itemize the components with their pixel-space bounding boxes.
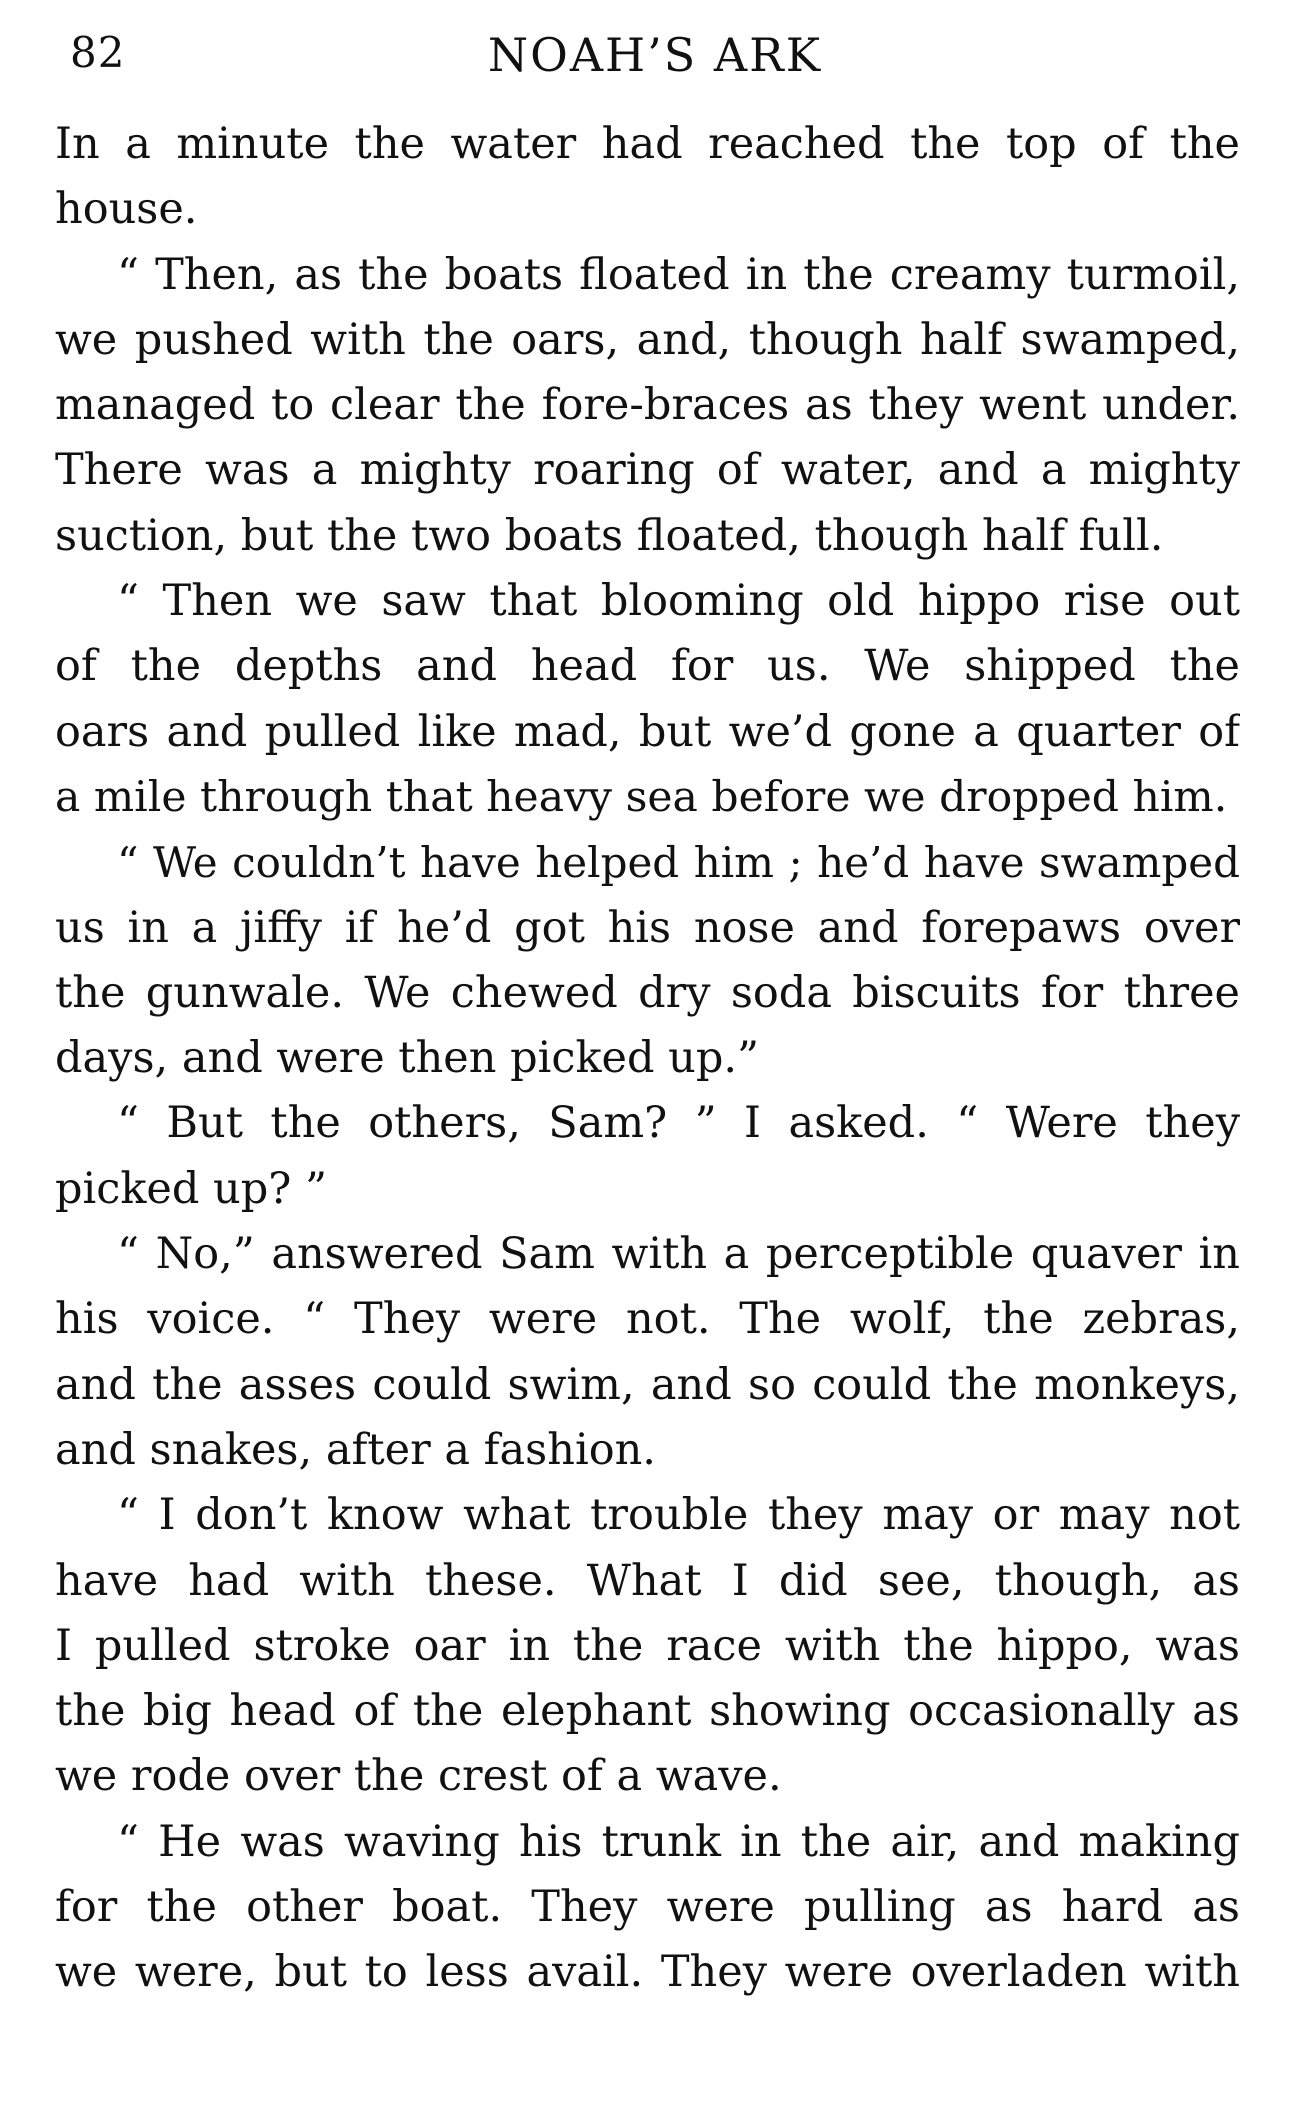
text-line: “ Then we saw that blooming old hippo rise out bbox=[117, 576, 1240, 627]
text-line: days, and were then picked up.” bbox=[55, 1033, 760, 1084]
text-line: us in a jiffy if he’d got his nose and forepaws over bbox=[55, 902, 1240, 953]
text-line: and the asses could swim, and so could the monkeys, bbox=[55, 1359, 1240, 1410]
text-line: “ No,” answered Sam with a perceptible quaver in bbox=[117, 1229, 1240, 1280]
text-line: “ But the others, Sam? ” I asked. “ Were they bbox=[117, 1098, 1240, 1149]
text-line: the big head of the elephant showing occasionally as bbox=[55, 1686, 1240, 1737]
text-line: a mile through that heavy sea before we dropped him. bbox=[55, 772, 1228, 822]
text-line: I pulled stroke oar in the race with the hippo, was bbox=[55, 1620, 1240, 1671]
text-line: and snakes, after a fashion. bbox=[55, 1424, 656, 1475]
text-line: “ Then, as the boats floated in the creamy turmoil, bbox=[117, 249, 1240, 300]
text-line: There was a mighty roaring of water, and a mighty bbox=[55, 445, 1240, 496]
text-line: have had with these. What I did see, though, as bbox=[55, 1555, 1240, 1606]
running-title: NOAH’S ARK bbox=[487, 28, 823, 82]
text-line: house. bbox=[55, 184, 198, 235]
text-line: oars and pulled like mad, but we’d gone a quarter of bbox=[55, 706, 1240, 757]
text-line: the gunwale. We chewed dry soda biscuits for three bbox=[55, 967, 1240, 1018]
text-line: “ I don’t know what trouble they may or may not bbox=[117, 1490, 1240, 1541]
text-line: “ He was waving his trunk in the air, and making bbox=[117, 1816, 1240, 1867]
text-line: picked up? ” bbox=[55, 1163, 327, 1214]
body-text bbox=[55, 112, 1240, 2006]
text-line: his voice. “ They were not. The wolf, the zebras, bbox=[55, 1294, 1240, 1345]
text-line: suction, but the two boats floated, though half full. bbox=[55, 510, 1164, 561]
text-line: we were, but to less avail. They were overladen with bbox=[55, 1947, 1240, 1998]
text-line: “ We couldn’t have helped him ; he’d have swamped bbox=[117, 838, 1240, 888]
text-line: of the depths and head for us. We shipped the bbox=[55, 641, 1240, 692]
page-number: 82 bbox=[70, 28, 126, 77]
text-line: In a minute the water had reached the top of the bbox=[55, 119, 1240, 169]
page-header bbox=[70, 28, 1240, 98]
text-line: managed to clear the fore-braces as they went under. bbox=[55, 380, 1240, 431]
text-line: for the other boat. They were pulling as hard as bbox=[55, 1882, 1240, 1933]
text-line: we rode over the crest of a wave. bbox=[55, 1751, 782, 1802]
text-line: we pushed with the oars, and, though half swamped, bbox=[55, 314, 1240, 365]
